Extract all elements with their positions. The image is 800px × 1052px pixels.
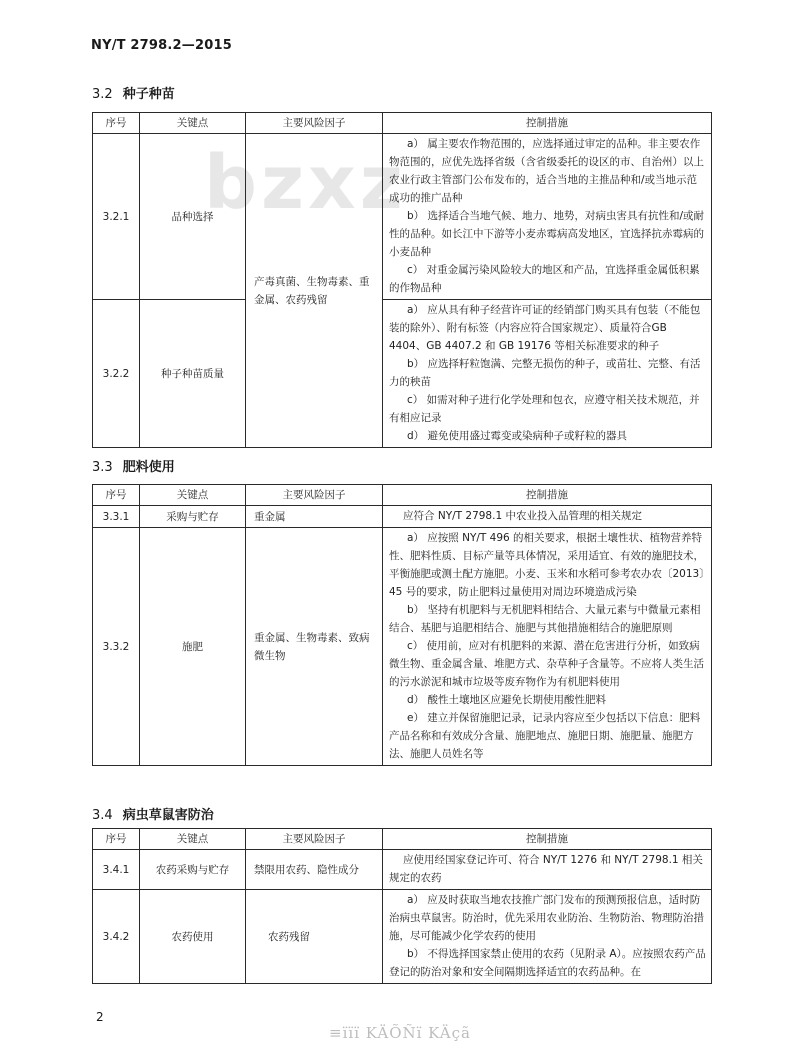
table-seeds bbox=[92, 112, 712, 448]
row-key: 农药使用 bbox=[140, 890, 246, 984]
section-number: 3.3 bbox=[92, 460, 113, 475]
header-measure: 控制措施 bbox=[383, 829, 712, 850]
measure-item: a） 应从具有种子经营许可证的经销部门购买具有包装（不能包装的除外）、附有标签（内容应符合国家规定）、质量符合GB 4404、GB 4407.2 和 GB 19176 等相关标准要求的种子 bbox=[389, 304, 701, 352]
section-number: 3.4 bbox=[92, 808, 113, 823]
row-measures bbox=[383, 134, 712, 300]
table-row bbox=[93, 300, 712, 448]
row-measures bbox=[383, 506, 712, 528]
page-number: 2 bbox=[96, 1010, 104, 1024]
measure-item: a） 属主要农作物范围的，应选择通过审定的品种。非主要农作物范围的，应优先选择省级（含省级委托的设区的市、自治州）以上农业行政主管部门公布发布的，适合当地的主推品种和/或当地示范成功的推广品种 bbox=[389, 138, 704, 204]
measure-item: e） 建立并保留施肥记录，记录内容应至少包括以下信息：肥料产品名称和有效成分含量、施肥地点、施肥日期、施肥量、施肥方法、施肥人员姓名等 bbox=[389, 712, 701, 760]
measure-item: 应使用经国家登记许可、符合 NY/T 1276 和 NY/T 2798.1 相关规定的农药 bbox=[389, 854, 703, 884]
row-key: 农药采购与贮存 bbox=[140, 850, 246, 890]
header-no: 序号 bbox=[93, 485, 140, 506]
measure-item: b） 应选择籽粒饱满、完整无损伤的种子，或苗壮、完整、有活力的秧苗 bbox=[389, 358, 701, 388]
measure-item: c） 使用前，应对有机肥料的来源、潜在危害进行分析，如致病微生物、重金属含量、堆肥方式、杂草种子含量等。不应将人类生活的污水淤泥和城市垃圾等废弃物作为有机肥料使用 bbox=[389, 640, 704, 688]
header-risk: 主要风险因子 bbox=[246, 485, 383, 506]
measure-item: a） 应及时获取当地农技推广部门发布的预测预报信息，适时防治病虫草鼠害。防治时，优先采用农业防治、生物防治、物理防治措施，尽可能减少化学农药的使用 bbox=[389, 894, 704, 942]
footer-scan-text: ≡ïïï KÄÕÑï KÄçã bbox=[329, 1024, 471, 1042]
header-measure: 控制措施 bbox=[383, 485, 712, 506]
table-pest-control bbox=[92, 828, 712, 984]
table-row bbox=[93, 528, 712, 766]
section-title-3-3 bbox=[92, 456, 175, 475]
table-header-row bbox=[93, 485, 712, 506]
measure-item: d） 避免使用盛过霉变或染病种子或籽粒的器具 bbox=[407, 430, 628, 442]
row-risk: 农药残留 bbox=[246, 890, 383, 984]
standard-code: NY/T 2798.2—2015 bbox=[91, 38, 232, 53]
section-title-3-2 bbox=[92, 83, 175, 102]
table-row bbox=[93, 506, 712, 528]
row-key: 采购与贮存 bbox=[140, 506, 246, 528]
row-risk: 重金属 bbox=[246, 506, 383, 528]
header-measure: 控制措施 bbox=[383, 113, 712, 134]
measure-item: b） 坚持有机肥料与无机肥料相结合、大量元素与中微量元素相结合、基肥与追肥相结合、施肥与其他措施相结合的施肥原则 bbox=[389, 604, 701, 634]
row-measures bbox=[383, 300, 712, 448]
row-no: 3.2.2 bbox=[93, 300, 140, 448]
row-no: 3.2.1 bbox=[93, 134, 140, 300]
header-key: 关键点 bbox=[140, 829, 246, 850]
table-row bbox=[93, 850, 712, 890]
section-heading: 种子种苗 bbox=[122, 87, 175, 102]
section-title-3-4 bbox=[92, 804, 214, 823]
row-key: 品种选择 bbox=[140, 134, 246, 300]
measure-item: c） 如需对种子进行化学处理和包衣，应遵守相关技术规范，并有相应记录 bbox=[389, 394, 700, 424]
header-risk: 主要风险因子 bbox=[246, 829, 383, 850]
row-measures bbox=[383, 890, 712, 984]
row-risk: 禁限用农药、隐性成分 bbox=[246, 850, 383, 890]
measure-item: c） 对重金属污染风险较大的地区和产品，宜选择重金属低积累的作物品种 bbox=[389, 264, 700, 294]
row-no: 3.3.1 bbox=[93, 506, 140, 528]
row-key: 种子种苗质量 bbox=[140, 300, 246, 448]
row-no: 3.3.2 bbox=[93, 528, 140, 766]
measure-item: 应符合 NY/T 2798.1 中农业投入品管理的相关规定 bbox=[403, 510, 642, 522]
measure-item: d） 酸性土壤地区应避免长期使用酸性肥料 bbox=[407, 694, 607, 706]
table-header-row bbox=[93, 829, 712, 850]
row-measures bbox=[383, 850, 712, 890]
measure-item: b） 选择适合当地气候、地力、地势，对病虫害具有抗性和/或耐性的品种。如长江中下游等小麦赤霉病高发地区，宜选择抗赤霉病的小麦品种 bbox=[389, 210, 705, 258]
header-key: 关键点 bbox=[140, 485, 246, 506]
table-header-row bbox=[93, 113, 712, 134]
measure-item: a） 应按照 NY/T 496 的相关要求，根据土壤性状、植物营养特性、肥料性质、目标产量等具体情况，采用适宜、有效的施肥技术，平衡施肥或测土配方施肥。小麦、玉米和水稻可参考农办农〔2013〕45 号的要求，防止肥料过量使用对周边环境造成污染 bbox=[389, 532, 705, 598]
row-key: 施肥 bbox=[140, 528, 246, 766]
header-no: 序号 bbox=[93, 829, 140, 850]
row-risk: 产毒真菌、生物毒素、重金属、农药残留 bbox=[246, 134, 383, 448]
measure-item: b） 不得选择国家禁止使用的农药（见附录 A）。应按照农药产品登记的防治对象和安全间隔期选择适宜的农药品种。在 bbox=[389, 948, 706, 978]
section-heading: 肥料使用 bbox=[122, 460, 175, 475]
section-heading: 病虫草鼠害防治 bbox=[122, 808, 214, 823]
section-number: 3.2 bbox=[92, 87, 113, 102]
table-fertilizer bbox=[92, 484, 712, 766]
table-row bbox=[93, 134, 712, 300]
watermark: bzxz bbox=[204, 140, 407, 226]
header-no: 序号 bbox=[93, 113, 140, 134]
table-row bbox=[93, 890, 712, 984]
row-no: 3.4.2 bbox=[93, 890, 140, 984]
row-no: 3.4.1 bbox=[93, 850, 140, 890]
row-measures bbox=[383, 528, 712, 766]
header-risk: 主要风险因子 bbox=[246, 113, 383, 134]
row-risk: 重金属、生物毒素、致病微生物 bbox=[246, 528, 383, 766]
header-key: 关键点 bbox=[140, 113, 246, 134]
